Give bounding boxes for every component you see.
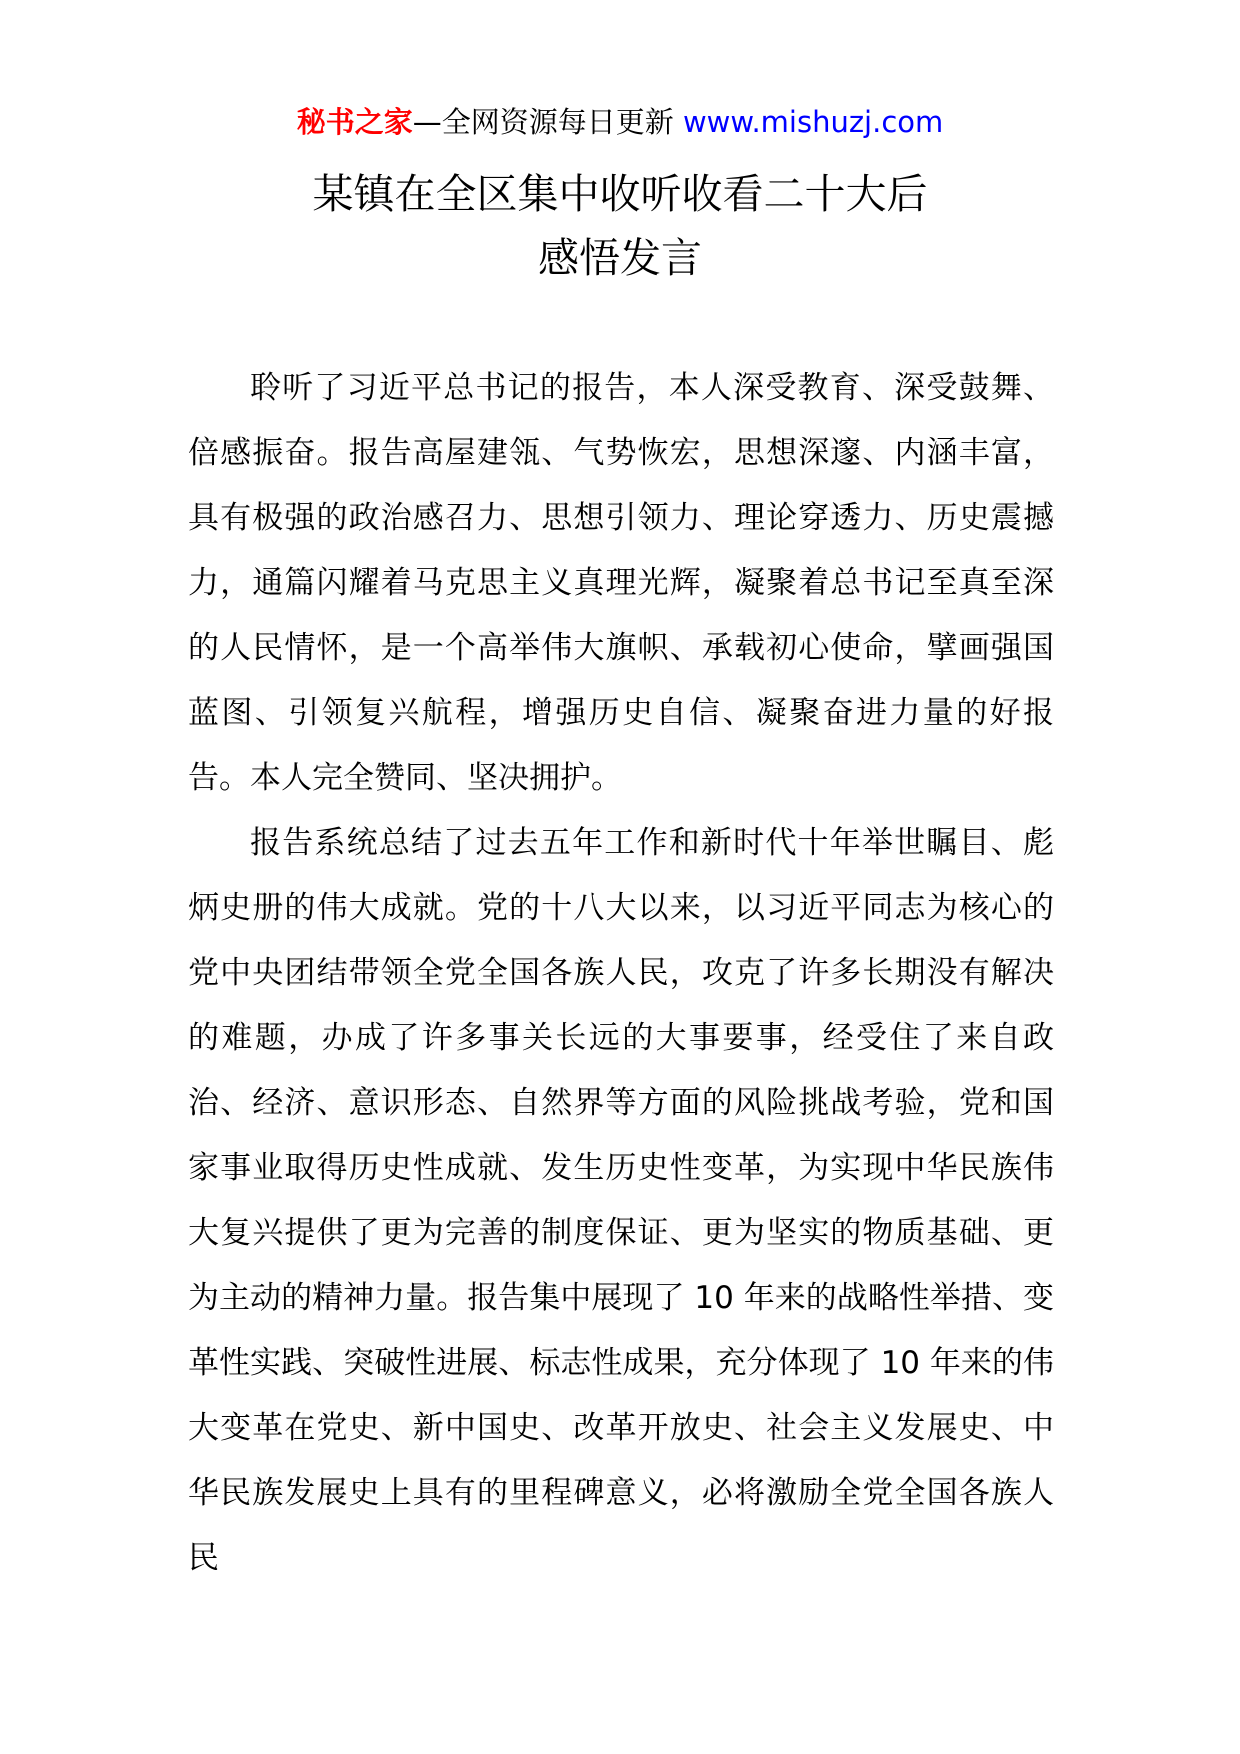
header-tagline: —全网资源每日更新 — [412, 105, 683, 139]
paragraph-1: 聆听了习近平总书记的报告，本人深受教育、深受鼓舞、倍感振奋。报告高屋建瓴、气势恢宏，思想深邃、内涵丰富，具有极强的政治感召力、思想引领力、理论穿透力、历史震撼力，通篇闪耀着马克思主义真理光辉，凝聚着总书记至真至深的人民情怀，是一个高举伟大旗帜、承载初心使命，擘画强国蓝图、引领复兴航程，增强历史自信、凝聚奋进力量的好报告。本人完全赞同、坚决拥护。 — [188, 370, 1054, 796]
title-line-2: 感悟发言 — [538, 234, 702, 282]
document-title — [0, 162, 1240, 290]
paragraph-2: 报告系统总结了过去五年工作和新时代十年举世瞩目、彪炳史册的伟大成就。党的十八大以来，以习近平同志为核心的党中央团结带领全党全国各族人民，攻克了许多长期没有解决的难题，办成了许多事关长远的大事要事，经受住了来自政治、经济、意识形态、自然界等方面的风险挑战考验，党和国家事业取得历史性成就、发生历史性变革，为实现中华民族伟大复兴提供了更为完善的制度保证、更为坚实的物质基础、更为主动的精神力量。报告集中展现了 10 年来的战略性举措、变革性实践、突破性进展、标志性成果，充分体现了 10 年来的伟大变革在党史、新中国史、改革开放史、社会主义发展史、中华民族发展史上具有的里程碑意义，必将激励全党全国各族人民 — [188, 825, 1054, 1576]
brand-name: 秘书之家 — [296, 105, 413, 139]
site-url-link[interactable]: www.mishuzj.com — [682, 105, 944, 139]
site-header — [0, 102, 1240, 142]
title-line-1: 某镇在全区集中收听收看二十大后 — [312, 170, 928, 218]
document-body — [188, 356, 1054, 1591]
